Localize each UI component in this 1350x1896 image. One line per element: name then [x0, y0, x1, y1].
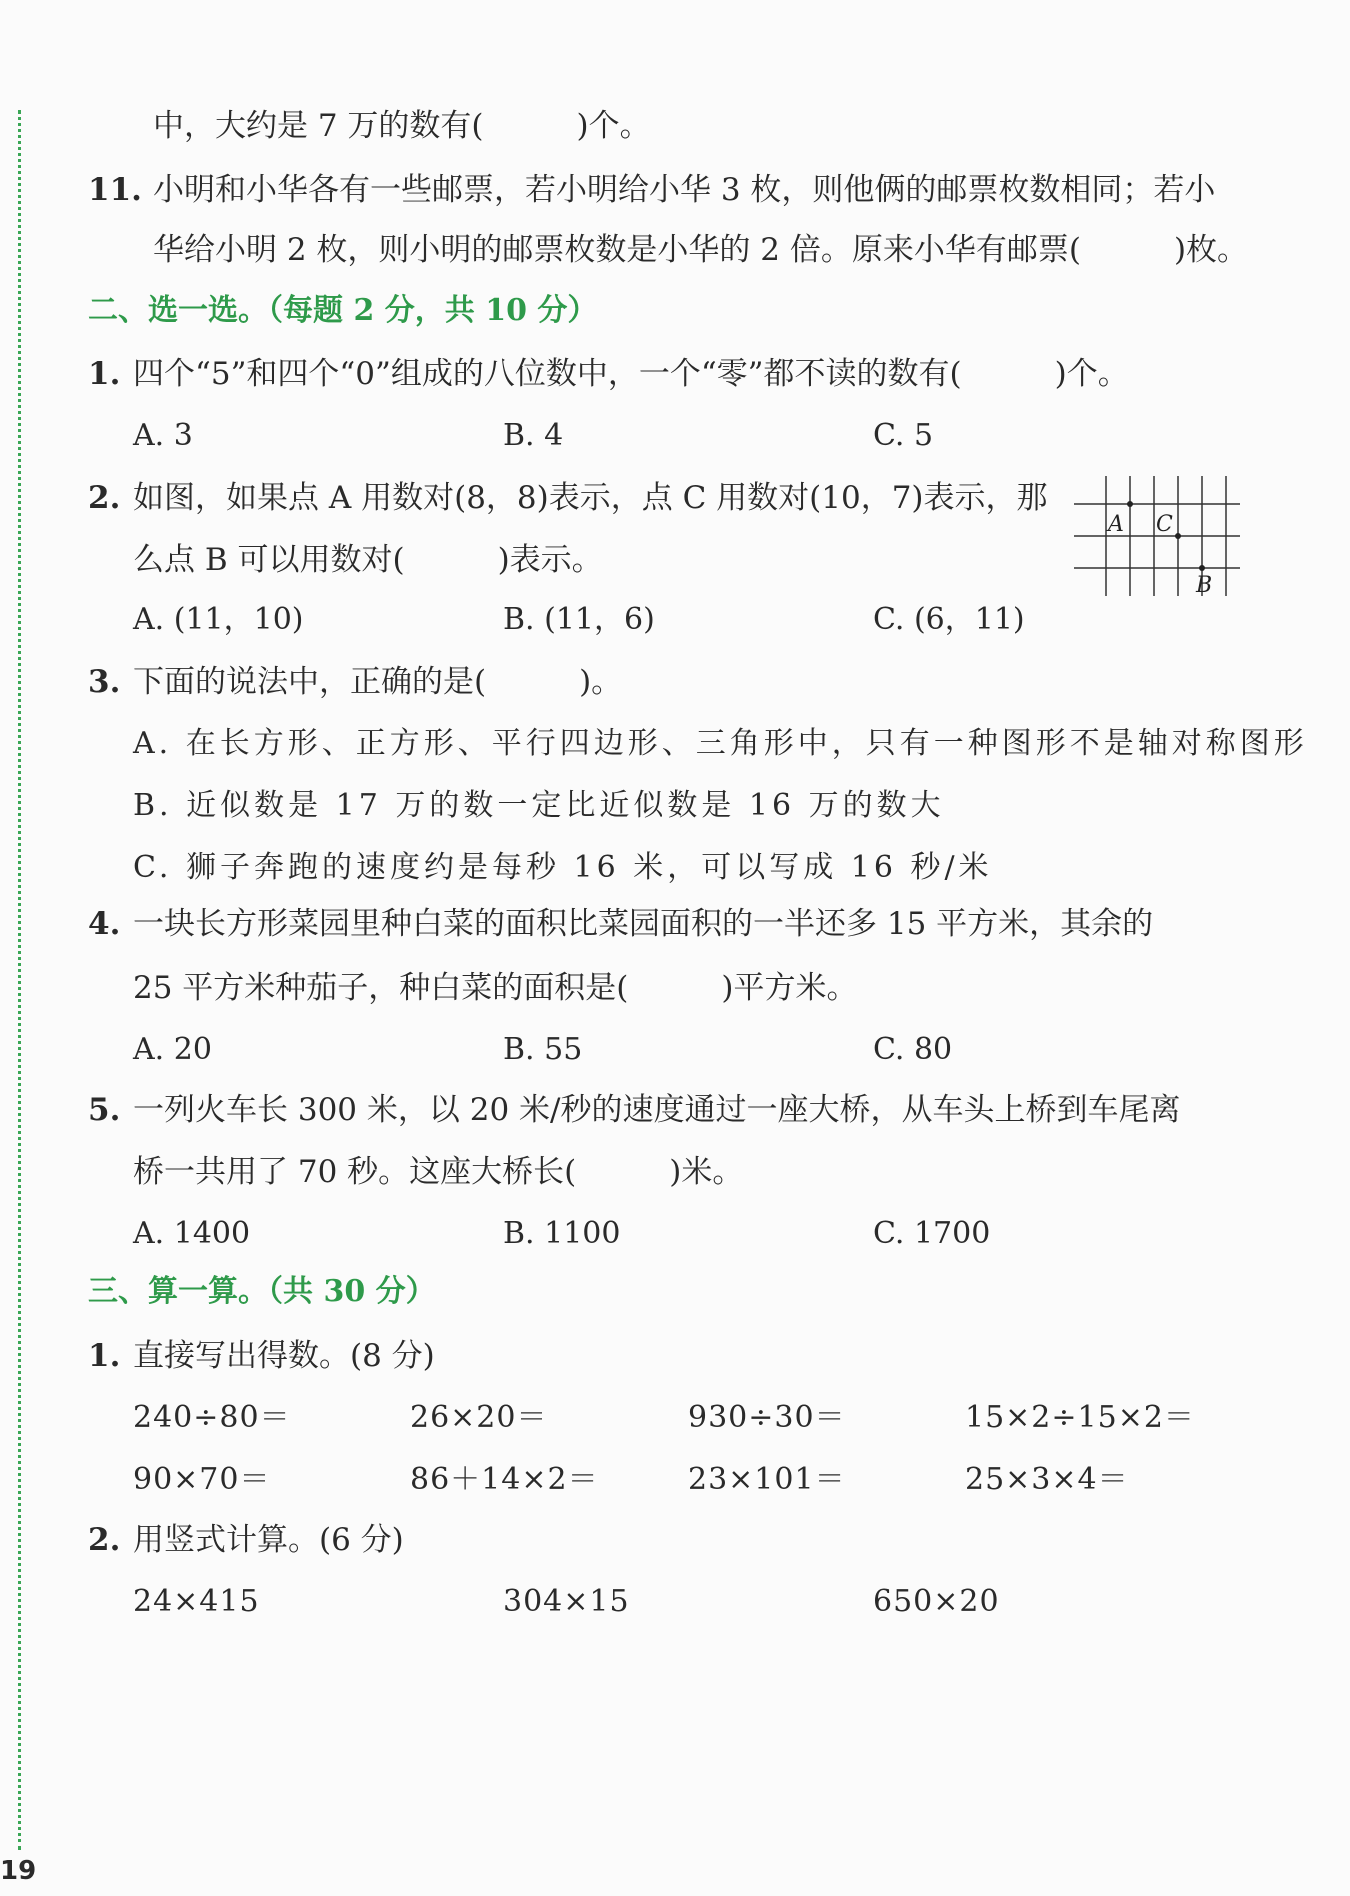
q11-line2: 华给小明 2 枚，则小明的邮票枚数是小华的 2 倍。原来小华有邮票( )枚。 [153, 232, 1249, 268]
s2-q5-option-b: B. 1100 [503, 1216, 621, 1251]
s2-q4-line1: 一块长方形菜园里种白菜的面积比菜园面积的一半还多 15 平方米，其余的 [133, 906, 1154, 942]
s2-q2-option-b: B. (11，6) [503, 602, 655, 637]
s3-q1-item-5: 90×70＝ [133, 1462, 271, 1497]
s2-q2-option-c: C. (6，11) [873, 602, 1025, 637]
section-2-title: 二、选一选。（每题 2 分，共 10 分） [88, 293, 598, 328]
s2-q5-option-c: C. 1700 [873, 1216, 991, 1251]
s2-q4-line2: 25 平方米种茄子，种白菜的面积是( )平方米。 [133, 970, 858, 1006]
s2-q2-line1: 如图，如果点 A 用数对(8，8)表示，点 C 用数对(10，7)表示，那 [133, 480, 1048, 516]
s3-q1-item-2: 26×20＝ [410, 1400, 548, 1435]
s2-q5-number: 5. [88, 1092, 121, 1128]
q11-line1: 小明和小华各有一些邮票，若小明给小华 3 枚，则他俩的邮票枚数相同；若小 [153, 172, 1216, 208]
s3-q2-text: 用竖式计算。(6 分) [133, 1522, 404, 1558]
s3-q1-item-1: 240÷80＝ [133, 1400, 291, 1435]
s3-q1-item-3: 930÷30＝ [688, 1400, 846, 1435]
s3-q1-item-4: 15×2÷15×2＝ [965, 1400, 1195, 1435]
s3-q1-item-6: 86＋14×2＝ [410, 1462, 599, 1497]
s3-q1-item-7: 23×101＝ [688, 1462, 846, 1497]
s2-q1-option-c: C. 5 [873, 418, 934, 453]
s2-q5-line1: 一列火车长 300 米，以 20 米/秒的速度通过一座大桥，从车头上桥到车尾离 [133, 1092, 1181, 1128]
s2-q1-option-a: A. 3 [133, 418, 193, 453]
label-c: C [1156, 512, 1173, 537]
s2-q4-option-b: B. 55 [503, 1032, 583, 1067]
s3-q2-item-1: 24×415 [133, 1584, 260, 1619]
s2-q3-number: 3. [88, 664, 121, 700]
s2-q3-option-a: A. 在长方形、正方形、平行四边形、三角形中，只有一种图形不是轴对称图形 [133, 726, 1308, 761]
label-b: B [1196, 573, 1213, 598]
s2-q4-number: 4. [88, 906, 121, 942]
s2-q1-number: 1. [88, 356, 121, 392]
q11-number: 11. [88, 172, 142, 208]
s2-q4-option-c: C. 80 [873, 1032, 953, 1067]
s2-q2-option-a: A. (11，10) [133, 602, 304, 637]
s3-q1-item-8: 25×3×4＝ [965, 1462, 1129, 1497]
s3-q2-item-2: 304×15 [503, 1584, 630, 1619]
label-a: A [1108, 512, 1124, 537]
s2-q3-option-c: C. 狮子奔跑的速度约是每秒 16 米，可以写成 16 秒/米 [133, 850, 993, 885]
s2-q1-text: 四个“5”和四个“0”组成的八位数中，一个“零”都不读的数有( )个。 [133, 356, 1129, 392]
s2-q2-line2: 么点 B 可以用数对( )表示。 [133, 542, 603, 578]
s3-q1-number: 1. [88, 1338, 121, 1374]
s3-q2-number: 2. [88, 1522, 121, 1558]
s2-q1-option-b: B. 4 [503, 418, 564, 453]
page-number: 19 [0, 1856, 37, 1886]
binding-margin [18, 110, 21, 1850]
s3-q2-item-3: 650×20 [873, 1584, 1000, 1619]
coordinate-grid-figure [1070, 472, 1245, 600]
point-a [1127, 501, 1133, 507]
s2-q3-text: 下面的说法中，正确的是( )。 [133, 664, 623, 700]
s2-q5-option-a: A. 1400 [133, 1216, 251, 1251]
s2-q2-number: 2. [88, 480, 121, 516]
q10-tail: 中，大约是 7 万的数有( )个。 [153, 108, 651, 144]
section-3-title: 三、算一算。（共 30 分） [88, 1274, 436, 1309]
s3-q1-text: 直接写出得数。(8 分) [133, 1338, 435, 1374]
s2-q5-line2: 桥一共用了 70 秒。这座大桥长( )米。 [133, 1154, 744, 1190]
s2-q3-option-b: B. 近似数是 17 万的数一定比近似数是 16 万的数大 [133, 788, 945, 823]
point-c [1175, 533, 1181, 539]
s2-q4-option-a: A. 20 [133, 1032, 212, 1067]
point-b [1199, 565, 1205, 571]
